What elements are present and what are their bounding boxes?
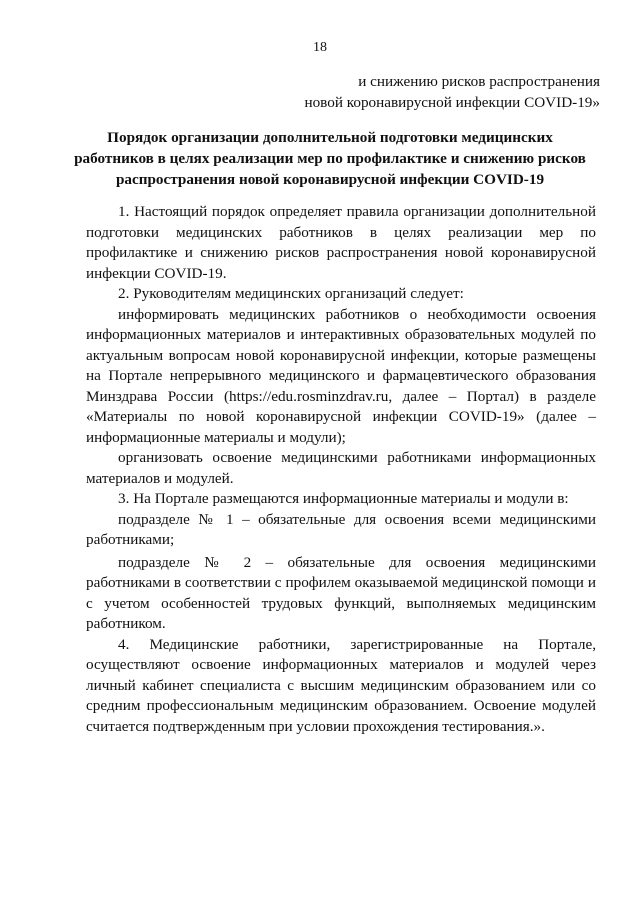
paragraph-organize: организовать освоение медицинскими работниками информационных материалов и модулей. bbox=[86, 449, 596, 487]
paragraph-subsection-1: подразделе № 1 – обязательные для освоения всеми медицинскими работниками; bbox=[86, 510, 596, 548]
title-line-1: Порядок организации дополнительной подготовки медицинских bbox=[107, 129, 553, 146]
document-body bbox=[86, 202, 596, 737]
title-line-2: работников в целях реализации мер по профилактике и снижению рисков bbox=[74, 150, 586, 167]
page-number: 18 bbox=[313, 40, 327, 55]
document-title bbox=[70, 127, 590, 190]
paragraph-item-2: 2. Руководителям медицинских организаций следует: bbox=[118, 285, 464, 302]
paragraph-subsection-2: подразделе № 2 – обязательные для освоения медицинскими работниками в соответствии с профилем оказываемой медицинской помощи и с учетом особенностей трудовых функций, выполняемых медицинским работником. bbox=[86, 553, 596, 632]
paragraph-item-1: 1. Настоящий порядок определяет правила организации дополнительной подготовки медицинских работников в целях реализации мер по профилактике и снижению рисков распространения новой коронавирусной инфекции COVID-19. bbox=[86, 203, 596, 282]
header-line-2: новой коронавирусной инфекции COVID-19» bbox=[304, 94, 600, 111]
paragraph-item-4: 4. Медицинские работники, зарегистрированные на Портале, осуществляют освоение информационных материалов и модулей через личный кабинет специалиста с высшим медицинским образованием или со средним профессиональным медицинским образованием. Освоение модулей считается подтвержденным при условии прохождения тестирования.». bbox=[86, 635, 596, 735]
header-line-1: и снижению рисков распространения bbox=[358, 73, 600, 90]
paragraph-item-3: 3. На Портале размещаются информационные материалы и модули в: bbox=[118, 490, 569, 507]
paragraph-inform: информировать медицинских работников о необходимости освоения информационных материалов и интерактивных образовательных модулей по актуальным вопросам новой коронавирусной инфекции, которые размещены на Портале непрерывного медицинского и фармацевтического образования Минздрава России (https://edu.rosminzdrav.ru, далее – Портал) в разделе «Материалы по новой коронавирусной инфекции COVID-19» (далее – информационные материалы и модули); bbox=[86, 305, 596, 446]
title-line-3: распространения новой коронавирусной инфекции COVID-19 bbox=[115, 171, 545, 188]
header-continuation bbox=[200, 71, 600, 113]
